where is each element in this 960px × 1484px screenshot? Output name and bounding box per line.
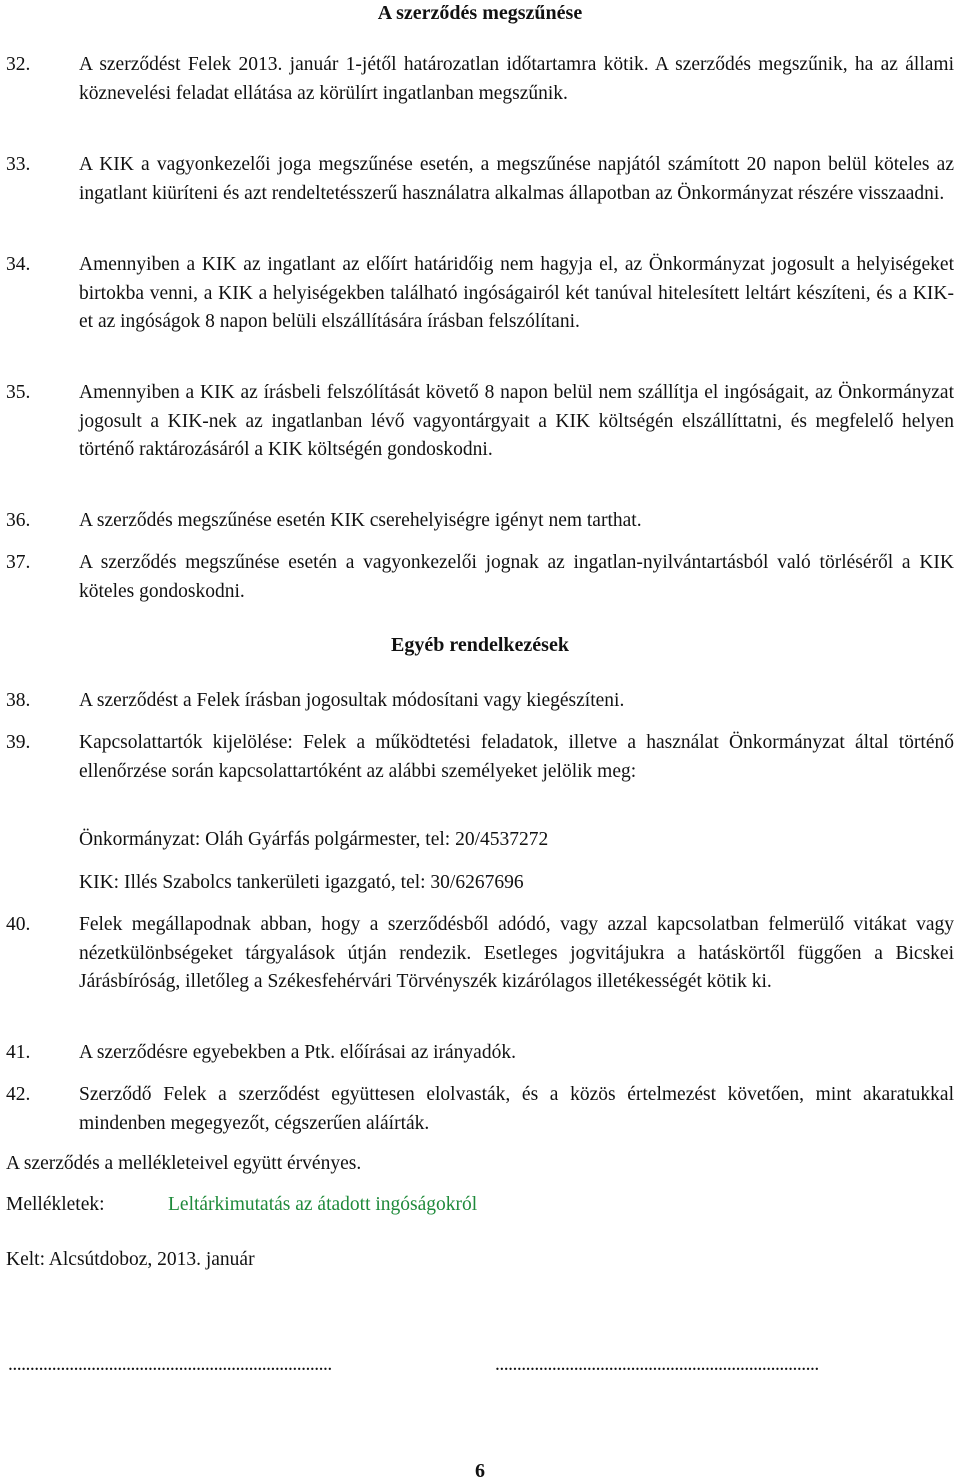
clause-number: 32. (6, 54, 31, 75)
clause-text: A szerződést a Felek írásban jogosultak módosítani vagy kiegészíteni. (79, 690, 625, 711)
clause-number: 35. (6, 382, 31, 403)
clause-33 (6, 151, 954, 208)
clause-text: A KIK a vagyonkezelői joga megszűnése esetén, a megszűnése napjától számított 20 napon belül köteles az ingatlant kiüríteni és azt rendeltetésszerű használatra alkalmas állapotban az Önkormányzat részére visszaadni. (79, 154, 954, 204)
signature-line-right: .......................................................................... (495, 1354, 819, 1375)
clause-text: Amennyiben a KIK az ingatlant az előírt határidőig nem hagyja el, az Önkormányzat jogosult a helyiségeket birtokba venni, a KIK a helyiségekben található ingóságairól két tanúval hitelesített leltárt készíteni, és a KIK-et az ingóságok 8 napon belüli elszállítására írásban felszólítani. (79, 254, 954, 332)
section-title-other-provisions: Egyéb rendelkezések (391, 634, 569, 656)
clause-number: 38. (6, 690, 31, 711)
clause-41 (6, 1039, 954, 1068)
signature-line-left: .......................................................................... (8, 1354, 332, 1375)
clause-32 (6, 51, 954, 108)
clause-text: Kapcsolattartók kijelölése: Felek a működtetési feladatok, illetve a használat Önkormányzat által történő ellenőrzése során kapcsolattartóként az alábbi személyeket jelölik meg: (79, 732, 954, 782)
clause-text: A szerződésre egyebekben a Ptk. előírásai az irányadók. (79, 1042, 516, 1063)
clause-number: 33. (6, 154, 31, 175)
clause-number: 37. (6, 552, 31, 573)
clause-text: A szerződés megszűnése esetén a vagyonkezelői jognak az ingatlan-nyilvántartásból való törléséről a KIK köteles gondoskodni. (79, 552, 954, 602)
clause-37 (6, 549, 954, 606)
attachments-label: Mellékletek: (6, 1194, 105, 1215)
date-place: Kelt: Alcsútdoboz, 2013. január (6, 1249, 255, 1270)
page-number: 6 (475, 1460, 485, 1482)
clause-number: 39. (6, 732, 31, 753)
contact-onkormanyzat: Önkormányzat: Oláh Gyárfás polgármester, tel: 20/4537272 (79, 829, 549, 850)
validity-statement: A szerződés a mellékleteivel együtt érvényes. (6, 1153, 362, 1174)
clause-text: Amennyiben a KIK az írásbeli felszólítását követő 8 napon belül nem szállítja el ingóságait, az Önkormányzat jogosult a KIK-nek az ingatlanban lévő vagyontárgyait a KIK költségén elszállíttatni, és megfelelő helyen történő raktározásáról a KIK költségén gondoskodni. (79, 382, 954, 460)
clause-number: 41. (6, 1042, 31, 1063)
clause-34 (6, 251, 954, 337)
clause-number: 36. (6, 510, 31, 531)
clause-number: 42. (6, 1084, 31, 1105)
clause-42 (6, 1081, 954, 1138)
clause-text: Szerződő Felek a szerződést együttesen elolvasták, és a közös értelmezést követően, mint akaratukkal mindenben megegyezőt, cégszerűen aláírták. (79, 1084, 954, 1134)
section-title-termination: A szerződés megszűnése (377, 2, 583, 24)
clause-40 (6, 911, 954, 997)
clause-35 (6, 379, 954, 465)
clause-text: A szerződést Felek 2013. január 1-jétől határozatlan időtartamra kötik. A szerződés megszűnik, ha az állami köznevelési feladat ellátása az körülírt ingatlanban megszűnik. (79, 54, 954, 104)
clause-text: A szerződés megszűnése esetén KIK cserehelyiségre igényt nem tarthat. (79, 510, 642, 531)
clause-39 (6, 729, 954, 786)
attachment-link[interactable]: Leltárkimutatás az átadott ingóságokról (168, 1194, 478, 1215)
clause-38 (6, 687, 954, 716)
clause-text: Felek megállapodnak abban, hogy a szerződésből adódó, vagy azzal kapcsolatban felmerülő vitákat vagy nézetkülönbségeket tárgyalások útján rendezik. Esetleges jogvitájukra a hatáskörtől függően a Bicskei Járásbíróság, illetőleg a Székesfehérvári Törvényszék kizárólagos illetékességét kötik ki. (79, 914, 954, 992)
contact-kik: KIK: Illés Szabolcs tankerületi igazgató, tel: 30/6267696 (79, 872, 524, 893)
clause-number: 34. (6, 254, 31, 275)
clause-36 (6, 507, 954, 536)
clause-number: 40. (6, 914, 31, 935)
